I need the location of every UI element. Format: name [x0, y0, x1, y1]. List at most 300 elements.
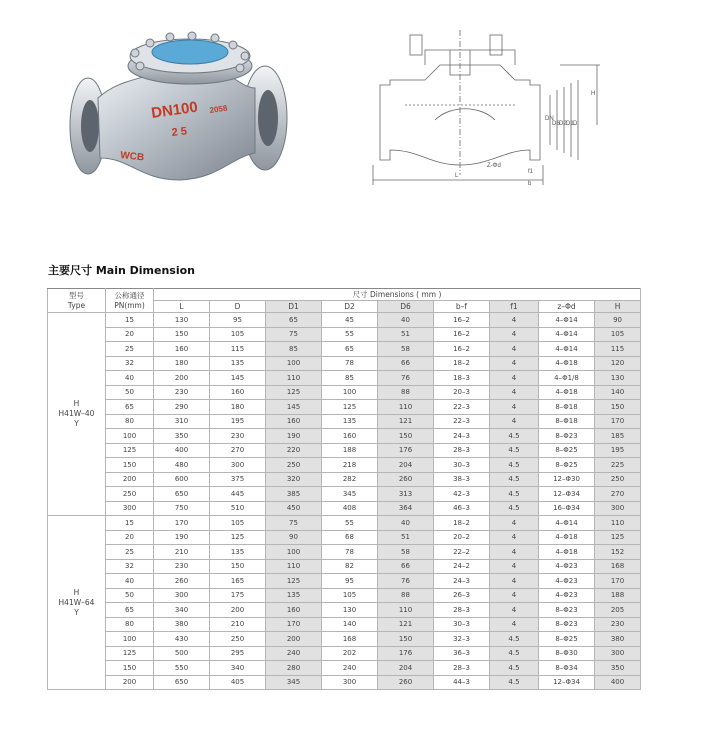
dimension-cell: 110 [266, 371, 322, 386]
dimension-cell: 18–3 [434, 371, 490, 386]
dimension-cell: 4 [490, 516, 539, 531]
dimension-cell: 190 [154, 530, 210, 545]
drawing-label: D6 [552, 121, 560, 127]
dimension-cell: 300 [595, 646, 641, 661]
dimension-cell: 160 [154, 342, 210, 357]
dimension-cell: 42–3 [434, 487, 490, 502]
pn-cell: 50 [106, 385, 154, 400]
dimension-cell: 380 [595, 632, 641, 647]
table-row [48, 646, 641, 661]
dimension-cell: 270 [210, 443, 266, 458]
drawing-label: H [591, 91, 596, 97]
table-row [48, 356, 641, 371]
drawing-label: D1 [566, 121, 574, 127]
dimension-cell: 12–Φ34 [539, 487, 595, 502]
dimension-cell: 8–Φ25 [539, 458, 595, 473]
dimension-cell: 4 [490, 574, 539, 589]
drawing-label: b [528, 181, 532, 187]
dimension-cell: 190 [266, 429, 322, 444]
dimension-cell: 165 [210, 574, 266, 589]
dimension-cell: 4.5 [490, 501, 539, 516]
dimension-cell: 250 [595, 472, 641, 487]
table-row [48, 414, 641, 429]
dimension-cell: 12–Φ30 [539, 472, 595, 487]
dimension-cell: 230 [595, 617, 641, 632]
dimension-cell: 28–3 [434, 603, 490, 618]
col-header: L [154, 301, 210, 313]
dimension-cell: 121 [378, 617, 434, 632]
pn-header [106, 289, 154, 313]
dimension-cell: 4 [490, 414, 539, 429]
dimension-cell: 140 [322, 617, 378, 632]
pn-cell: 200 [106, 472, 154, 487]
dimension-cell: 445 [210, 487, 266, 502]
dimension-cell: 135 [210, 545, 266, 560]
dimension-cell: 4–Φ18 [539, 545, 595, 560]
dimension-cell: 16–2 [434, 313, 490, 328]
dimension-cell: 26–3 [434, 588, 490, 603]
pn-cell: 100 [106, 429, 154, 444]
dimension-cell: 16–2 [434, 327, 490, 342]
pn-cell: 40 [106, 574, 154, 589]
table-row [48, 342, 641, 357]
dimension-cell: 68 [322, 530, 378, 545]
type-line: Y [74, 419, 79, 428]
dimension-cell: 110 [266, 559, 322, 574]
dimension-cell: 200 [154, 371, 210, 386]
dimension-cell: 40 [378, 516, 434, 531]
table-row [48, 501, 641, 516]
dimension-cell: 4–Φ23 [539, 574, 595, 589]
dimension-cell: 270 [595, 487, 641, 502]
dimension-cell: 188 [595, 588, 641, 603]
dimension-cell: 125 [322, 400, 378, 415]
valve-photo [60, 8, 300, 208]
dimension-cell: 55 [322, 516, 378, 531]
col-header: D [210, 301, 266, 313]
dimension-cell: 4 [490, 385, 539, 400]
dimension-cell: 110 [378, 400, 434, 415]
dimension-cell: 4–Φ14 [539, 516, 595, 531]
marking-size: DN100 [150, 98, 199, 122]
dimension-cell: 170 [266, 617, 322, 632]
dimension-cell: 76 [378, 574, 434, 589]
dimensions-header: 尺寸 Dimensions ( mm ) [154, 289, 641, 301]
dimension-cell: 8–Φ23 [539, 617, 595, 632]
dimension-cell: 200 [266, 632, 322, 647]
dimension-cell: 130 [322, 603, 378, 618]
type-header [48, 289, 106, 313]
dimension-cell: 18–2 [434, 516, 490, 531]
dimension-cell: 170 [595, 574, 641, 589]
dimension-cell: 28–3 [434, 443, 490, 458]
dimension-cell: 260 [378, 675, 434, 690]
table-row [48, 530, 641, 545]
dimension-cell: 210 [210, 617, 266, 632]
dimension-cell: 45 [322, 313, 378, 328]
dimension-cell: 135 [266, 588, 322, 603]
pn-cell: 65 [106, 400, 154, 415]
type-line: H41W–40 [58, 409, 95, 418]
dimension-cell: 100 [322, 385, 378, 400]
dimension-cell: 300 [210, 458, 266, 473]
dimension-cell: 385 [266, 487, 322, 502]
dimension-cell: 364 [378, 501, 434, 516]
marking-pressure: 2 5 [171, 125, 188, 139]
pn-cell: 250 [106, 487, 154, 502]
dimension-cell: 24–3 [434, 574, 490, 589]
table-row [48, 574, 641, 589]
dimension-cell: 185 [595, 429, 641, 444]
dimension-cell: 46–3 [434, 501, 490, 516]
dimension-cell: 408 [322, 501, 378, 516]
dimension-cell: 750 [154, 501, 210, 516]
table-row [48, 371, 641, 386]
dimension-cell: 110 [595, 516, 641, 531]
dimension-cell: 65 [322, 342, 378, 357]
pn-cell: 32 [106, 356, 154, 371]
dimension-cell: 8–Φ18 [539, 414, 595, 429]
pn-cell: 150 [106, 458, 154, 473]
valve-body [98, 70, 255, 180]
dimension-cell: 58 [378, 342, 434, 357]
dimension-cell: 650 [154, 487, 210, 502]
pn-header-en: PN(mm) [114, 300, 145, 310]
table-row [48, 661, 641, 676]
table-row [48, 559, 641, 574]
dimension-cell: 30–3 [434, 458, 490, 473]
dimension-cell: 8–Φ23 [539, 429, 595, 444]
dimension-cell: 75 [266, 516, 322, 531]
pn-cell: 15 [106, 516, 154, 531]
dimension-cell: 204 [378, 661, 434, 676]
dimension-cell: 30–3 [434, 617, 490, 632]
dimension-cell: 135 [210, 356, 266, 371]
pn-cell: 50 [106, 588, 154, 603]
dimension-cell: 58 [378, 545, 434, 560]
dimension-cell: 150 [378, 632, 434, 647]
dimension-cell: 82 [322, 559, 378, 574]
table-row [48, 632, 641, 647]
type-cell [48, 313, 106, 516]
dimension-cell: 260 [378, 472, 434, 487]
pn-cell: 65 [106, 603, 154, 618]
col-header: D2 [322, 301, 378, 313]
dimension-cell: 400 [595, 675, 641, 690]
dimension-cell: 280 [266, 661, 322, 676]
col-header: f1 [490, 301, 539, 313]
dimension-cell: 8–Φ30 [539, 646, 595, 661]
dimension-cell: 175 [210, 588, 266, 603]
table-row [48, 487, 641, 502]
dimension-cell: 22–3 [434, 414, 490, 429]
pn-header-cn: 公称通径 [114, 290, 145, 300]
dimension-cell: 88 [378, 588, 434, 603]
dimension-cell: 110 [378, 603, 434, 618]
dimension-cell: 295 [210, 646, 266, 661]
valve-section-drawing [365, 25, 605, 200]
dimension-cell: 168 [595, 559, 641, 574]
dimension-cell: 4.5 [490, 632, 539, 647]
dimension-cell: 85 [322, 371, 378, 386]
dimension-cell: 160 [266, 603, 322, 618]
table-row [48, 313, 641, 328]
pn-cell: 25 [106, 545, 154, 560]
table-row [48, 458, 641, 473]
pn-cell: 20 [106, 530, 154, 545]
dimension-cell: 430 [154, 632, 210, 647]
dimension-cell: 130 [595, 371, 641, 386]
dimension-cell: 95 [322, 574, 378, 589]
type-header-cn: 型号 [69, 290, 84, 300]
dimension-cell: 200 [210, 603, 266, 618]
dimension-cell: 8–Φ18 [539, 400, 595, 415]
dimension-table [47, 288, 641, 690]
col-header: b–f [434, 301, 490, 313]
drawing-label: L [455, 173, 459, 179]
dimension-cell: 105 [210, 516, 266, 531]
dimension-cell: 4–Φ23 [539, 588, 595, 603]
drawing-labels [455, 91, 595, 187]
dimension-cell: 150 [595, 400, 641, 415]
col-header: D6 [378, 301, 434, 313]
drawing-label: D2 [559, 121, 567, 127]
marking-material: WCB [119, 150, 145, 164]
dimension-cell: 300 [595, 501, 641, 516]
dimension-cell: 66 [378, 356, 434, 371]
marking-code: 2058 [209, 103, 228, 115]
dimension-cell: 210 [154, 545, 210, 560]
dimension-cell: 176 [378, 443, 434, 458]
drawing-label: f1 [528, 169, 534, 175]
table-row [48, 400, 641, 415]
dimension-cell: 125 [595, 530, 641, 545]
dimension-cell: 24–3 [434, 429, 490, 444]
dimension-cell: 170 [595, 414, 641, 429]
dimension-cell: 650 [154, 675, 210, 690]
dimension-cell: 66 [378, 559, 434, 574]
table-row [48, 588, 641, 603]
dimension-cell: 38–3 [434, 472, 490, 487]
col-header: z–Φd [539, 301, 595, 313]
table-row [48, 617, 641, 632]
dimension-cell: 16–2 [434, 342, 490, 357]
dimension-cell: 4 [490, 400, 539, 415]
dimension-cell: 152 [595, 545, 641, 560]
table-row [48, 603, 641, 618]
dimension-cell: 125 [210, 530, 266, 545]
type-cell [48, 516, 106, 690]
dimension-cell: 345 [266, 675, 322, 690]
dimension-cell: 176 [378, 646, 434, 661]
dimension-cell: 16–Φ34 [539, 501, 595, 516]
dimension-cell: 78 [322, 356, 378, 371]
dimension-cell: 205 [595, 603, 641, 618]
dimension-cell: 90 [266, 530, 322, 545]
dimension-cell: 400 [154, 443, 210, 458]
dimension-cell: 4.5 [490, 458, 539, 473]
dimension-cell: 4 [490, 530, 539, 545]
dimension-cell: 75 [266, 327, 322, 342]
dimension-cell: 380 [154, 617, 210, 632]
dimension-cell: 4.5 [490, 429, 539, 444]
dimension-cell: 4–Φ18 [539, 385, 595, 400]
dimension-cell: 4–Φ23 [539, 559, 595, 574]
dimension-cell: 115 [210, 342, 266, 357]
pn-cell: 20 [106, 327, 154, 342]
dimension-cell: 51 [378, 530, 434, 545]
dimension-cell: 4–Φ14 [539, 342, 595, 357]
dimension-cell: 40 [378, 313, 434, 328]
dimension-cell: 4–Φ18 [539, 530, 595, 545]
table-row [48, 516, 641, 531]
dimension-cell: 480 [154, 458, 210, 473]
dimension-cell: 150 [210, 559, 266, 574]
dimension-cell: 180 [210, 400, 266, 415]
drawing-label: DN [545, 116, 554, 122]
dimension-cell: 105 [322, 588, 378, 603]
dimension-cell: 8–Φ25 [539, 632, 595, 647]
dimension-cell: 170 [154, 516, 210, 531]
dimension-cell: 180 [154, 356, 210, 371]
dimension-cell: 350 [154, 429, 210, 444]
dimension-cell: 320 [266, 472, 322, 487]
type-line: Y [74, 607, 79, 617]
drawing-label: D [573, 121, 578, 127]
dimension-cell: 282 [322, 472, 378, 487]
dimension-cell: 22–3 [434, 400, 490, 415]
dimension-cell: 28–3 [434, 661, 490, 676]
dimension-cell: 145 [266, 400, 322, 415]
dimension-cell: 188 [322, 443, 378, 458]
dimension-cell: 345 [322, 487, 378, 502]
dimension-cell: 260 [154, 574, 210, 589]
dimension-cell: 8–Φ25 [539, 443, 595, 458]
type-line: H [73, 399, 80, 408]
dimension-cell: 95 [210, 313, 266, 328]
dimension-cell: 225 [595, 458, 641, 473]
dimension-cell: 4.5 [490, 661, 539, 676]
dimension-cell: 230 [154, 559, 210, 574]
table-row [48, 327, 641, 342]
dimension-cell: 90 [595, 313, 641, 328]
dimension-cell: 4–Φ14 [539, 313, 595, 328]
dimension-cell: 121 [378, 414, 434, 429]
dimension-cell: 168 [322, 632, 378, 647]
dimension-cell: 78 [322, 545, 378, 560]
dimension-cell: 405 [210, 675, 266, 690]
dimension-cell: 55 [322, 327, 378, 342]
type-line: H [73, 587, 80, 597]
pn-cell: 200 [106, 675, 154, 690]
dimension-cell: 100 [266, 545, 322, 560]
col-header: D1 [266, 301, 322, 313]
dimension-cell: 4 [490, 603, 539, 618]
dimension-cell: 4.5 [490, 675, 539, 690]
dimension-cell: 4 [490, 559, 539, 574]
dimension-cell: 8–Φ23 [539, 603, 595, 618]
dimension-cell: 125 [266, 385, 322, 400]
dimension-cell: 150 [154, 327, 210, 342]
dimension-cell: 375 [210, 472, 266, 487]
dimension-cell: 340 [210, 661, 266, 676]
table-row [48, 675, 641, 690]
dimension-cell: 500 [154, 646, 210, 661]
dimension-cell: 300 [154, 588, 210, 603]
pn-cell: 80 [106, 414, 154, 429]
dimension-cell: 4 [490, 313, 539, 328]
dimension-cell: 350 [595, 661, 641, 676]
pn-cell: 40 [106, 371, 154, 386]
table-header [48, 289, 641, 313]
dimension-cell: 65 [266, 313, 322, 328]
dimension-cell: 32–3 [434, 632, 490, 647]
dimension-cell: 250 [210, 632, 266, 647]
pn-cell: 125 [106, 646, 154, 661]
table-body [48, 313, 641, 690]
dimension-cell: 22–2 [434, 545, 490, 560]
dimension-cell: 20–2 [434, 530, 490, 545]
dimension-cell: 140 [595, 385, 641, 400]
dimension-cell: 88 [378, 385, 434, 400]
dimension-cell: 160 [266, 414, 322, 429]
dimension-cell: 195 [210, 414, 266, 429]
drawing-label: Z-Φd [487, 163, 501, 169]
col-header: H [595, 301, 641, 313]
dimension-cell: 4 [490, 356, 539, 371]
table-row [48, 385, 641, 400]
dimension-cell: 150 [378, 429, 434, 444]
type-header-en: Type [67, 300, 86, 310]
dimension-cell: 135 [322, 414, 378, 429]
pn-cell: 300 [106, 501, 154, 516]
dimension-cell: 290 [154, 400, 210, 415]
dimension-cell: 115 [595, 342, 641, 357]
dimension-cell: 4 [490, 342, 539, 357]
dimension-cell: 340 [154, 603, 210, 618]
pn-cell: 15 [106, 313, 154, 328]
dimension-cell: 160 [210, 385, 266, 400]
dimension-cell: 195 [595, 443, 641, 458]
dimension-cell: 76 [378, 371, 434, 386]
table-row [48, 429, 641, 444]
dimension-cell: 300 [322, 675, 378, 690]
dimension-cell: 220 [266, 443, 322, 458]
pn-cell: 125 [106, 443, 154, 458]
dimension-cell: 310 [154, 414, 210, 429]
dimension-cell: 105 [595, 327, 641, 342]
dimension-cell: 20–3 [434, 385, 490, 400]
dimension-cell: 450 [266, 501, 322, 516]
dimension-cell: 4 [490, 327, 539, 342]
dimension-cell: 18–2 [434, 356, 490, 371]
dimension-cell: 230 [154, 385, 210, 400]
dimension-cell: 4 [490, 617, 539, 632]
dimension-cell: 105 [210, 327, 266, 342]
dimension-cell: 125 [266, 574, 322, 589]
dimension-cell: 218 [322, 458, 378, 473]
table-row [48, 545, 641, 560]
dimension-cell: 4 [490, 545, 539, 560]
dimension-cell: 250 [266, 458, 322, 473]
dimension-cell: 120 [595, 356, 641, 371]
pn-cell: 150 [106, 661, 154, 676]
section-title: 主要尺寸 Main Dimension [48, 264, 195, 277]
table-row [48, 472, 641, 487]
dimension-cell: 36–3 [434, 646, 490, 661]
dimension-cell: 4 [490, 588, 539, 603]
table-row [48, 443, 641, 458]
